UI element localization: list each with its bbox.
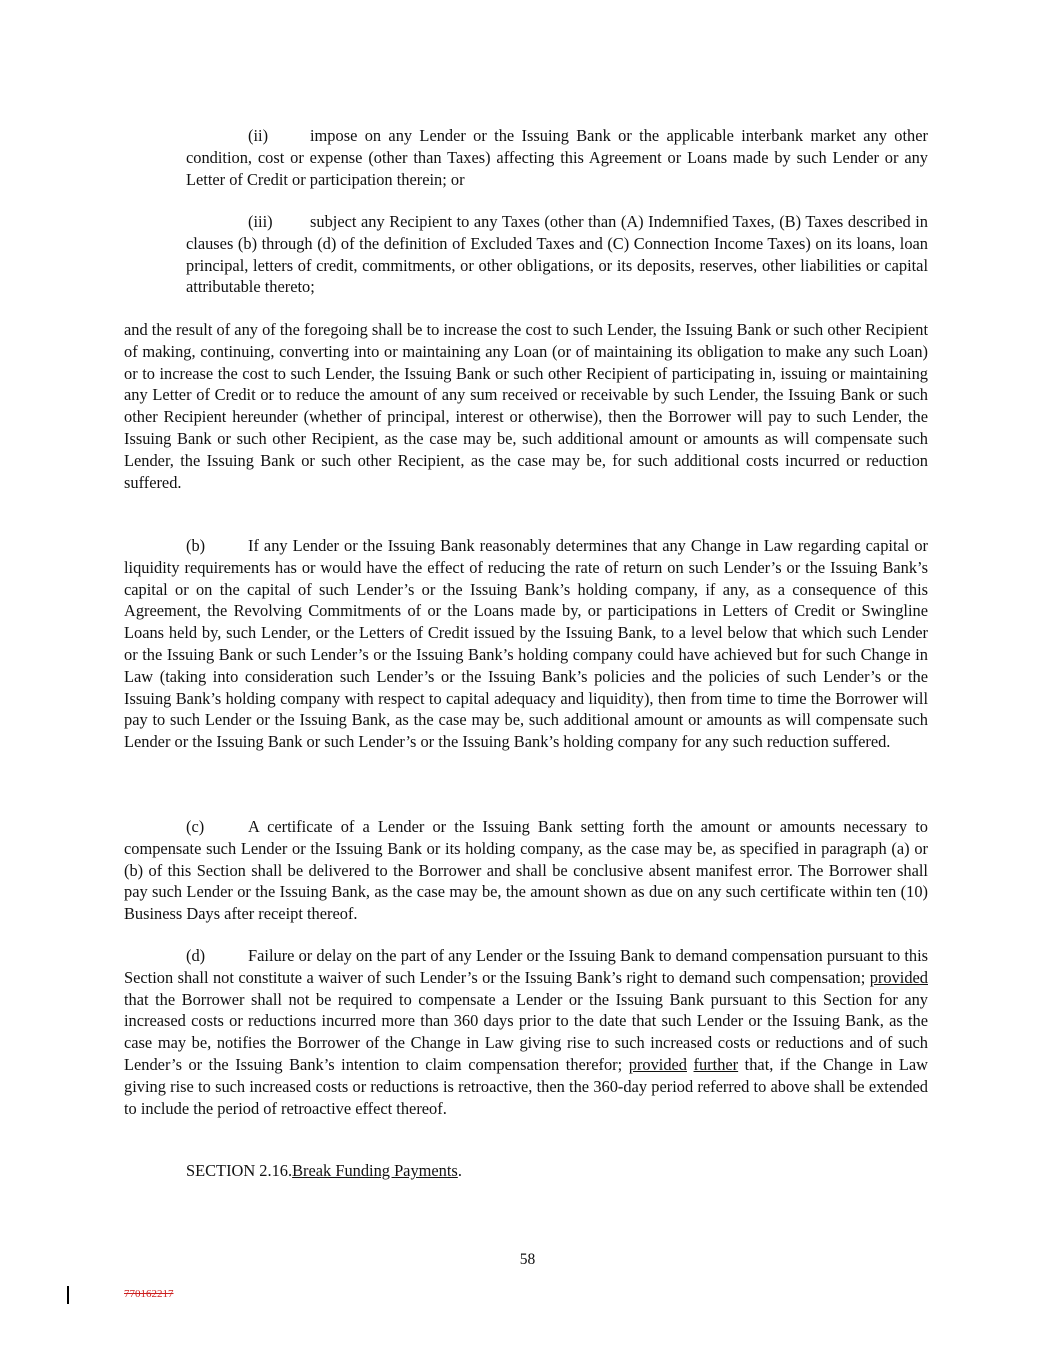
- paragraph-c-text: A certificate of a Lender or the Issuing Bank setting forth the amount or amounts necessary to compensate such Lender or the Issuing Bank or its holding company, as the case may be, as specified in paragraph (a) or (b) of this Section shall be delivered to the Borrower and shall be conclusive absent manifest error. The Borrower shall pay such Lender or the Issuing Bank, as the case may be, the amount shown as due on any such certificate within ten (10) Business Days after receipt thereof.: [124, 817, 928, 924]
- clause-iii-text: subject any Recipient to any Taxes (other than (A) Indemnified Taxes, (B) Taxes described in clauses (b) through (d) of the definition of Excluded Taxes and (C) Connection Income Taxes) on its loans, loan principal, letters of credit, commitments, or other obligations, or its deposits, reserves, other liabilities or capital attributable thereto;: [186, 212, 928, 297]
- section-heading: [186, 1160, 462, 1182]
- paragraph-d-text-2: that the Borrower shall not be required to compensate a Lender or the Issuing Bank pursuant to this Section for any increased costs or reductions incurred more than 360 days prior to the date that such Lender or the Issuing Bank, as the case may be, notifies the Borrower of the Change in Law giving rise to such increased costs or reductions and of such Lender’s or the Issuing Bank’s intention to claim compensation therefor;: [124, 989, 928, 1074]
- revision-change-bar: [67, 1286, 69, 1304]
- section-title: Break Funding Payments: [292, 1161, 458, 1180]
- result-paragraph: and the result of any of the foregoing shall be to increase the cost to such Lender, the Issuing Bank or such other Recipient of making, continuing, converting into or maintaining any Loan (or of maintaining its obligation to make any such Loan) or to increase the cost to such Lender, the Issuing Bank or such other Recipient of participating in, issuing or maintaining any Letter of Credit or to reduce the amount of any sum received or receivable by such Lender, the Issuing Bank or such other Recipient hereunder (whether of principal, interest or otherwise), then the Borrower will pay to such Lender, the Issuing Bank or such other Recipient, as the case may be, such additional amount or amounts as will compensate such Lender, the Issuing Bank or such other Recipient, as the case may be, for such additional costs incurred or reduction suffered.: [124, 320, 928, 492]
- paragraph-c: [124, 816, 928, 925]
- page-number: 58: [519, 1251, 536, 1268]
- paragraph-d: [124, 945, 928, 1119]
- paragraph-c-label: (c): [186, 817, 205, 836]
- paragraph-d-text-3: that, if the Change in Law giving rise to such increased costs or reductions is retroactive, then the 360-day period referred to above shall be extended to include the period of retroactive effect thereof.: [124, 1054, 928, 1118]
- paragraph-b: [124, 535, 928, 753]
- paragraph-d-label: (d): [186, 946, 206, 965]
- provided-term-2: provided: [628, 1054, 687, 1074]
- document-id: 770162217: [124, 1288, 174, 1300]
- paragraph-d-text-1: Failure or delay on the part of any Lender or the Issuing Bank to demand compensation pursuant to this Section shall not constitute a waiver of such Lender’s or the Issuing Bank’s right to demand such compensation;: [124, 946, 928, 987]
- paragraph-b-label: (b): [186, 536, 206, 555]
- provided-term-1: provided: [869, 967, 928, 987]
- clause-ii-text: impose on any Lender or the Issuing Bank or the applicable interbank market any other condition, cost or expense (other than Taxes) affecting this Agreement or Loans made by such Lender or any Letter of Credit or participation therein; or: [186, 126, 928, 189]
- further-term: further: [693, 1054, 739, 1074]
- section-end: .: [457, 1161, 462, 1180]
- paragraph-b-text: If any Lender or the Issuing Bank reasonably determines that any Change in Law regarding capital or liquidity requirements has or would have the effect of reducing the rate of return on such Lender’s or the Issuing Bank’s capital or on the capital of such Lender’s or the Issuing Bank’s holding company, if any, as a consequence of this Agreement, the Revolving Commitments of or the Loans made by, or participations in Letters of Credit or Swingline Loans held by, such Lender, or the Letters of Credit issued by the Issuing Bank, to a level below that which such Lender or the Issuing Bank or such Lender’s or the Issuing Bank’s holding company could have achieved but for such Change in Law (taking into consideration such Lender’s or the Issuing Bank’s policies and the policies of such Lender’s or the Issuing Bank’s holding company with respect to capital adequacy and liquidity), then from time to time the Borrower will pay to such Lender or the Issuing Bank, as the case may be, such additional amount or amounts as will compensate such Lender or the Issuing Bank or such Lender’s or the Issuing Bank’s holding company for any such reduction suffered.: [124, 536, 928, 752]
- clause-ii-label: (ii): [248, 126, 269, 145]
- clause-ii: [186, 125, 928, 190]
- clause-iii-label: (iii): [248, 212, 273, 231]
- section-number: SECTION 2.16.: [186, 1161, 293, 1180]
- clause-iii: [186, 211, 928, 298]
